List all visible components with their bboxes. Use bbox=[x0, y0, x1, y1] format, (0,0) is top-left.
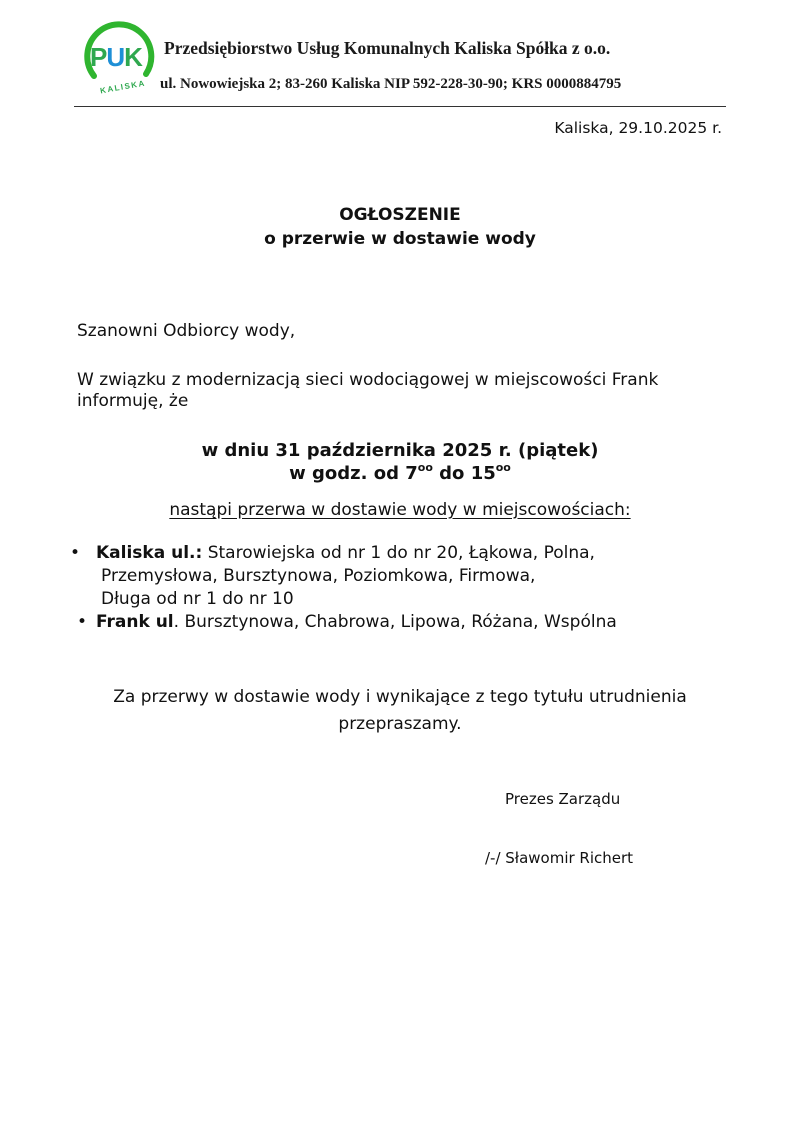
title-line-2: o przerwie w dostawie wody bbox=[264, 229, 536, 249]
location-name: Kaliska ul.: bbox=[96, 543, 203, 563]
outage-hours: w godz. od $7^{oo}$ do $15^{oo}$ bbox=[289, 461, 511, 484]
document-title bbox=[0, 203, 800, 251]
title-line-1: OGŁOSZENIE bbox=[339, 205, 461, 225]
logo-text: PUK bbox=[90, 42, 142, 72]
company-logo bbox=[80, 18, 158, 98]
signature-title: Prezes Zarządu bbox=[505, 790, 621, 808]
outage-date-block bbox=[0, 439, 800, 485]
greeting: Szanowni Odbiorcy wody, bbox=[77, 321, 296, 341]
signature-name: /-/ Sławomir Richert bbox=[485, 849, 634, 867]
apology-text: Za przerwy w dostawie wody i wynikające z tego tytułu utrudnienia przepraszamy. bbox=[113, 687, 687, 734]
locations-list bbox=[70, 542, 750, 634]
list-item bbox=[70, 542, 750, 611]
outage-date: w dniu 31 października 2025 r. (piątek) bbox=[201, 440, 599, 461]
location-streets-cont: Długa od nr 1 do nr 10 bbox=[101, 589, 294, 609]
document-date: Kaliska, 29.10.2025 r. bbox=[554, 119, 722, 137]
company-address: ul. Nowowiejska 2; 83-260 Kaliska NIP 592-228-30-90; KRS 0000884795 bbox=[160, 76, 622, 92]
intro-paragraph: W związku z modernizacją sieci wodociągowej w miejscowości Frank informuję, że bbox=[77, 370, 659, 411]
location-streets: Starowiejska od nr 1 do nr 20, Łąkowa, Polna, bbox=[202, 543, 595, 563]
company-name: Przedsiębiorstwo Usług Komunalnych Kaliska Spółka z o.o. bbox=[164, 38, 611, 58]
list-item bbox=[70, 611, 750, 634]
logo-subtext: KALISKA bbox=[99, 78, 147, 96]
bullet-icon: • bbox=[70, 543, 81, 563]
location-name: Frank ul bbox=[96, 612, 174, 632]
locations-lead: nastąpi przerwa w dostawie wody w miejscowościach: bbox=[169, 500, 631, 520]
location-streets: . Bursztynowa, Chabrowa, Lipowa, Różana, Wspólna bbox=[173, 612, 617, 632]
bullet-icon: • bbox=[77, 612, 88, 632]
header-divider bbox=[74, 106, 726, 107]
location-streets-cont: Przemysłowa, Bursztynowa, Poziomkowa, Firmowa, bbox=[101, 566, 536, 586]
